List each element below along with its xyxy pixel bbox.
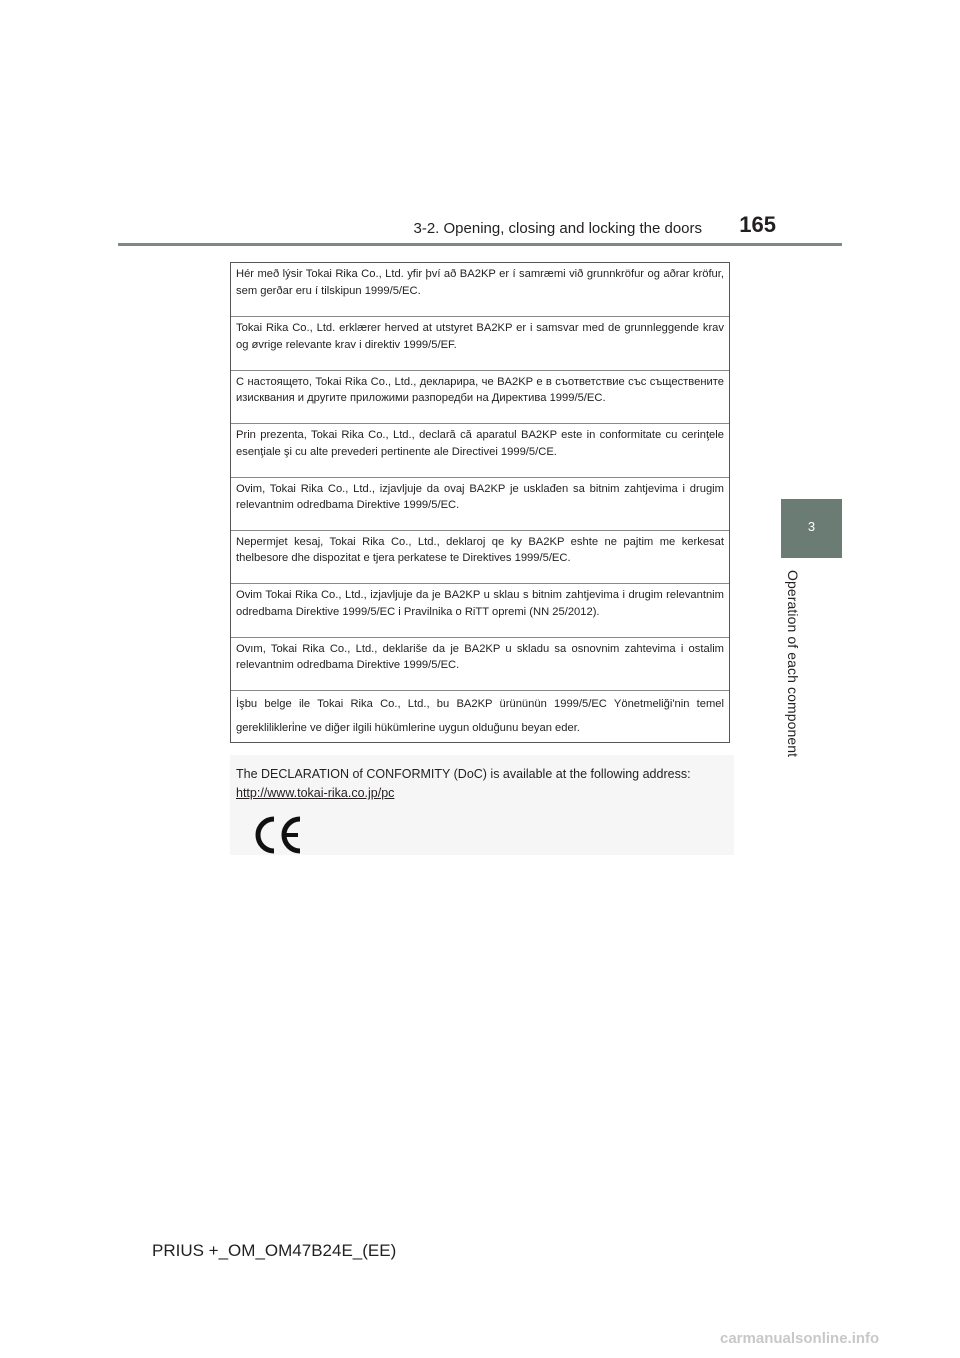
- site-watermark: carmanualsonline.info: [720, 1330, 880, 1347]
- ce-mark-icon: [254, 816, 304, 859]
- page-number: 165: [739, 212, 776, 237]
- declaration-turkish: İşbu belge ile Tokai Rika Co., Ltd., bu BA2KP ürününün 1999/5/EC Yönetmeliği'nin temel gereklilikleri̇ne ve diğer ilgili hükümlerine uygun olduğunu beyan eder.: [231, 690, 729, 746]
- declaration-albanian: Nepermjet kesaj, Tokai Rika Co., Ltd., deklaroj qe ky BA2KP eshte ne pajtim me kerkesat thelbesore dhe dispozitat e tjera perkatese te Direktives 1999/5/EC.: [231, 530, 729, 583]
- declaration-icelandic: Hér með lýsir Tokai Rika Co., Ltd. yfir því að BA2KP er í samræmi við grunnkröfur og aðrar kröfur, sem gerðar eru í tilskipun 1999/5/EC.: [236, 268, 724, 297]
- chapter-number: 3: [807, 519, 816, 534]
- declarations-table: [230, 262, 730, 743]
- declaration-bosnian: Ovim, Tokai Rika Co., Ltd., izjavljuje da ovaj BA2KP je usklađen sa bitnim zahtjevima i drugim relevantnim odredbama Direktive 1999/5/EC.: [231, 477, 729, 530]
- manual-code: PRIUS +_OM_OM47B24E_(EE): [152, 1241, 397, 1260]
- ce-mark-svg: [254, 816, 304, 854]
- declaration-romanian: Prin prezenta, Tokai Rika Co., Ltd., declară că aparatul BA2KP este in conformitate cu cerinţele esenţiale şi cu alte prevederi pertinente ale Directivei 1999/5/CE.: [231, 423, 729, 476]
- doc-url-link[interactable]: http://www.tokai-rika.co.jp/pc: [236, 786, 395, 800]
- chapter-title: Operation of each component: [785, 570, 801, 758]
- header-divider: [118, 243, 842, 246]
- declaration-serbian: Ovım, Tokai Rika Co., Ltd., deklariše da je BA2KP u skladu sa osnovnim zahtevima i ostalim relevantnim odredbama Direktive 1999/5/EC.: [231, 637, 729, 690]
- doc-statement: The DECLARATION of CONFORMITY (DoC) is available at the following address:: [236, 767, 691, 781]
- section-title: 3-2. Opening, closing and locking the doors: [413, 220, 702, 237]
- declaration-bulgarian: С настоящето, Tokai Rika Co., Ltd., декларира, че BA2KP е в съответствие със съществените изисквания и другите приложими разпоредби на Директива 1999/5/ЕС.: [231, 370, 729, 423]
- declaration-norwegian: Tokai Rika Co., Ltd. erklærer herved at utstyret BA2KP er i samsvar med de grunnleggende krav og øvrige relevante krav i direktiv 1999/5/EF.: [231, 316, 729, 369]
- declaration-croatian: Ovim Tokai Rika Co., Ltd., izjavljuje da je BA2KP u sklau s bitnim zahtjevima i drugim relevantnim odredbama Direktive 1999/5/EC i Pravilnika o RiTT opremi (NN 25/2012).: [231, 583, 729, 636]
